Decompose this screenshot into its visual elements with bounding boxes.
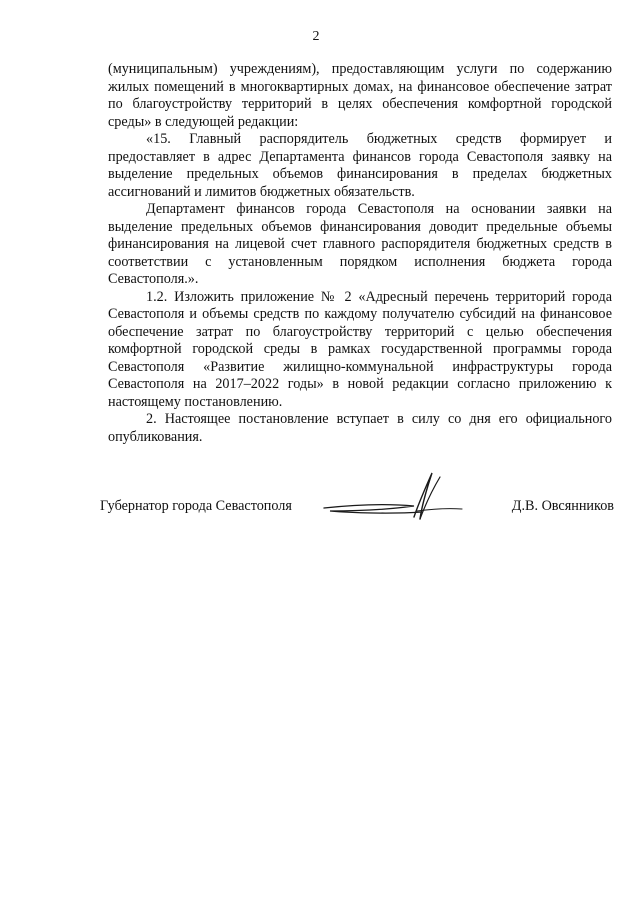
paragraph-clause-2: 2. Настоящее постановление вступает в силу со дня его официального опубликования. [108,411,612,445]
paragraph-clause-1-2: 1.2. Изложить приложение № 2 «Адресный перечень территорий города Севастополя и объемы средств по каждому получателю субсидий на финансовое обеспечение затрат по благоустройству территорий с целью обеспечения комфортной городской среды в рамках государственной программы города Севастополя «Развитие жилищно-коммунальной инфраструктуры города Севастополя на 2017–2022 годы» в новой редакции согласно приложению к настоящему постановлению. [108,288,612,410]
handwritten-signature-icon [322,465,472,527]
paragraph-clause-15: «15. Главный распорядитель бюджетных средств формирует и предоставляет в адрес Департамента финансов города Севастополя заявку на выделение предельных объемов финансирования в пределах бюджетных ассигнований и лимитов бюджетных обязательств. [108,131,612,200]
paragraph-continuation: (муниципальным) учреждениям), предоставляющим услуги по содержанию жилых помещений в многоквартирных домах, на финансовое обеспечение затрат по благоустройству территорий в целях обеспечения комфортной городской среды» в следующей редакции: [108,61,612,130]
page-number: 2 [312,29,320,44]
document-body [108,61,612,446]
signatory-name: Д.В. Овсянников [511,498,614,514]
signatory-title: Губернатор города Севастополя [100,498,292,514]
paragraph-finance-department: Департамент финансов города Севастополя на основании заявки на выделение предельных объемов финансирования доводит предельные объемы финансирования на лицевой счет главного распорядителя бюджетных средств в соответствии с установленным порядком исполнения бюджета города Севастополя.». [108,201,612,287]
